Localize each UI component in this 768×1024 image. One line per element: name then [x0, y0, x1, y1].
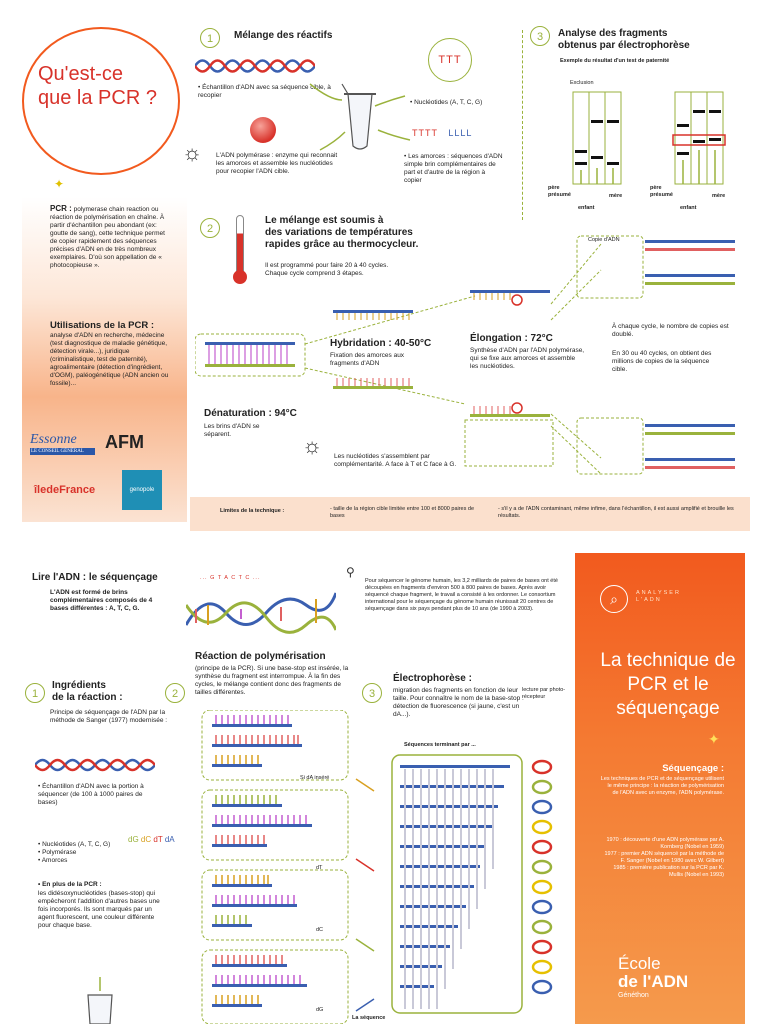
gel-label-child-2: enfant [680, 205, 697, 211]
gel-label-child-1: enfant [578, 205, 595, 211]
school-logo [618, 955, 688, 1001]
sample-dna-helix [195, 55, 315, 77]
seq-desc: Les techniques de PCR et de séquençage utilisent le même principe : la réaction de polymérisation de l'ADN avec un enzyme, l'ADN polymérase. [600, 776, 724, 796]
poly-title: Réaction de polymérisation [195, 651, 326, 662]
logo-iledefrance: îledeFrance [34, 484, 96, 496]
vertical-divider [522, 30, 523, 220]
orange-title: La technique de PCR et le séquençage [600, 650, 736, 719]
cycle-desc-2: En 30 ou 40 cycles, on obtient des millions de copies de la séquence cible. [612, 350, 712, 373]
genethon-label: Généthon [618, 992, 649, 999]
polymerase-sun-icon: ☼ [182, 140, 203, 165]
gel-label-father-1: père présumé [548, 185, 571, 198]
step3-title [558, 28, 690, 52]
polymerase-ball [250, 117, 276, 143]
sequence-helix [186, 585, 336, 640]
electro-title: Électrophorèse : [393, 673, 472, 684]
polymerase-text: L'ADN polymérase : enzyme qui reconnait les amorces et assemble les nucléotides pour recopier l'ADN cible. [216, 152, 338, 175]
genome-icon: ⚲ [346, 565, 355, 579]
school-line1: École [618, 954, 661, 973]
timeline: 1970 : découverte d'une ADN polymérase par A. Kornberg (Nobel en 1959) 1977 : premier ADN séquencé par la méthode de F. Sanger (Nobel en 1980 avec W. Gilbert) 1985 : première publication sur la PCR par K. Mullis (Nobel en 1993) [604, 837, 724, 878]
read-title: Lire l'ADN : le séquençage [32, 572, 158, 583]
pcr-definition-text: polymerase chain reaction ou réaction de polymérisation en chaîne. À partir d'échantillon peu abondant (ex: goutte de sang), cette technique permet de copier rapidement des séquences précises d'ADN en de très nombreux exemplaires. D'où son appellation de « photocopieuse ». [50, 206, 165, 269]
denat-desc: Les brins d'ADN se séparent. [204, 423, 260, 438]
limit-2: - s'il y a de l'ADN contaminant, même infime, dans l'échantillon, il est aussi amplifié et brouille les résultats. [498, 506, 734, 519]
limits-heading: Limites de la technique : [220, 508, 285, 514]
step3-title-line1: Analyse des fragments [558, 28, 668, 39]
uses-text: analyse d'ADN en recherche, médecine (test diagnostique de maladie génétique, détection virale...), juridique (criminalistique, test de paternité), agroalimentaire (détection d'ingrédient, d'OGM), paléogénétique (ADN ancien ou fossile)... [50, 332, 169, 387]
genome-text: Pour séquencer le génome humain, les 3,2 milliards de paires de bases ont été découpées en fragments d'environ 500 à 800 paires de bases. Après avoir séquencé chaque fragment, le travail a consisté à les ordonner. Le consortium international pour le séquençage du génome humain réunissait 20 centres de séquençage dans six pays pendant plus de 10 ans (de 1990 à 2003). [365, 578, 558, 612]
elong-title: Élongation : 72°C [470, 333, 553, 344]
gel-label-father-2: père présumé [650, 185, 673, 198]
copy-label: Copie d'ADN [588, 237, 620, 243]
page-title [38, 62, 178, 110]
step3-subtitle: Exemple du résultat d'un test de paternité [560, 58, 670, 64]
ing-title [52, 680, 123, 704]
label-dT: dT [316, 865, 323, 871]
bottom-panel [0, 545, 768, 1024]
pcr-definition-head: PCR : [50, 204, 72, 213]
title-line-2: que la PCR ? [38, 87, 157, 109]
ending-seq-label: Séquences terminant par ... [404, 742, 476, 748]
cycle-desc-1: À chaque cycle, le nombre de copies est doublé. [612, 323, 729, 338]
molecule-icon: ✦ [54, 177, 65, 191]
step2-title-line2: des variations de températures [265, 227, 413, 238]
step2-title-line3: rapides grâce au thermocycleur. [265, 239, 419, 250]
pcr-definition [50, 205, 172, 270]
ing-number: 1 [25, 683, 45, 703]
inserted-label: Si dA inséré [300, 775, 330, 781]
nucleotides-text: • Nucléotides (A, T, C, G) [410, 99, 483, 106]
ing-desc: Principe de séquençage de l'ADN par la méthode de Sanger (1977) modernisée : [50, 709, 168, 724]
poly-desc: (principe de la PCR). Si une base-stop est insérée, la synthèse du fragment est interrompue. À la fin des cycles, le mélange contient donc des fragments de tailles différentes. [195, 665, 349, 696]
hybrid-title: Hybridation : 40-50°C [330, 338, 432, 349]
logo-essonne [30, 432, 95, 462]
orange-tag-line2: L'ADN [636, 597, 662, 603]
nucleotide-sun-icon: ☼ [302, 433, 323, 458]
uses-heading: Utilisations de la PCR : [50, 320, 154, 331]
ddntp-icons: dG dC dT dA [128, 835, 175, 844]
hybrid-desc: Fixation des amorces aux fragments d'ADN [330, 352, 405, 367]
limit-1: - taille de la région cible limitée entre 100 et 8000 paires de bases [330, 506, 475, 519]
sample-text: • Échantillon d'ADN avec sa séquence cible, à recopier [198, 84, 331, 99]
step3-title-line2: obtenus par électrophorèse [558, 40, 690, 51]
denat-title: Dénaturation : 94°C [204, 408, 297, 419]
step1-number: 1 [200, 28, 220, 48]
logo-genopole: genopole [122, 470, 162, 510]
ing-list: • Nucléotides (A, T, C, G) • Polymérase • Amorces [38, 841, 111, 864]
reader-label: lecture par photo-récepteur [522, 687, 566, 700]
ing-dna-helix [35, 755, 155, 775]
to-gel-arrows [352, 775, 382, 1015]
read-desc: L'ADN est formé de brins complémentaires composés de 4 bases différentes : A, T, C, G. [50, 589, 153, 612]
logo-essonne-sub: LE CONSEIL GÉNÉRAL [30, 448, 95, 455]
the-sequence-label: La séquence [352, 1015, 386, 1021]
magnifier-icon: ⌕ [600, 585, 628, 613]
paternity-gel [545, 90, 745, 190]
gel-label-mother-2: mère [712, 193, 726, 199]
logo-essonne-name: Essonne [30, 432, 77, 447]
electro-number: 3 [362, 683, 382, 703]
poly-number: 2 [165, 683, 185, 703]
logo-afm: AFM [105, 432, 144, 452]
orange-tag-line1: ANALYSER [636, 590, 681, 596]
elong-desc: Synthèse d'ADN par l'ADN polymérase, qui se fixe aux amorces et assemble les nucléotides. [470, 347, 585, 370]
primers-icon: TTTT LLLL [412, 128, 473, 138]
nucleotide-icon: TTT [428, 38, 472, 82]
step2-desc: Il est programmé pour faire 20 à 40 cycles. Chaque cycle comprend 3 étapes. [265, 262, 389, 277]
seq-heading: Séquençage : [662, 763, 724, 774]
primers-text: • Les amorces : séquences d'ADN simple brin complémentaires de part et d'autre de la région à copier [404, 153, 503, 184]
gel-label-mother-1: mère [609, 193, 623, 199]
bottom-tube [80, 975, 120, 1024]
ing-plus-head: • En plus de la PCR : [38, 881, 102, 888]
step2-title-line1: Le mélange est soumis à [265, 215, 384, 226]
ing-title-line1: Ingrédients [52, 680, 106, 691]
title-line-1: Qu'est-ce [38, 63, 123, 85]
seq-letters: ... G T A C T C ... [200, 575, 261, 581]
electro-desc: migration des fragments en fonction de leur taille. Pour connaître le nom de la base-stop : détection de fluorescence (si jaune, c'est un dA...). [393, 687, 524, 718]
electrophoresis-gel [390, 753, 565, 1015]
orange-tag [636, 590, 681, 604]
exclusion-label: Exclusion [570, 80, 594, 86]
step1-title: Mélange des réactifs [234, 30, 333, 41]
orange-molecule-icon: ✦ [708, 731, 720, 747]
label-dC: dC [316, 927, 324, 933]
ing-sample: • Échantillon d'ADN avec la portion à séquencer (de 100 à 1000 paires de bases) [38, 783, 144, 806]
nucl-assemble-text: Les nucléotides s'assemblent par complémentarité. A face à T et C face à G. [334, 453, 457, 468]
step2-number: 2 [200, 218, 220, 238]
school-line2: de l'ADN [618, 972, 689, 991]
ing-plus-text: les didésoxynucléotides (bases-stop) qui empêcheront l'addition d'autres bases une fois incorporés. Ils sont marqués par un agent fluorescent, une couleur différente pour chaque base. [38, 890, 160, 929]
ing-title-line2: de la réaction : [52, 692, 123, 703]
fragments-diagram [200, 710, 350, 1024]
label-dG: dG [316, 1007, 324, 1013]
step3-number: 3 [530, 26, 550, 46]
step1-arrows [300, 70, 420, 160]
